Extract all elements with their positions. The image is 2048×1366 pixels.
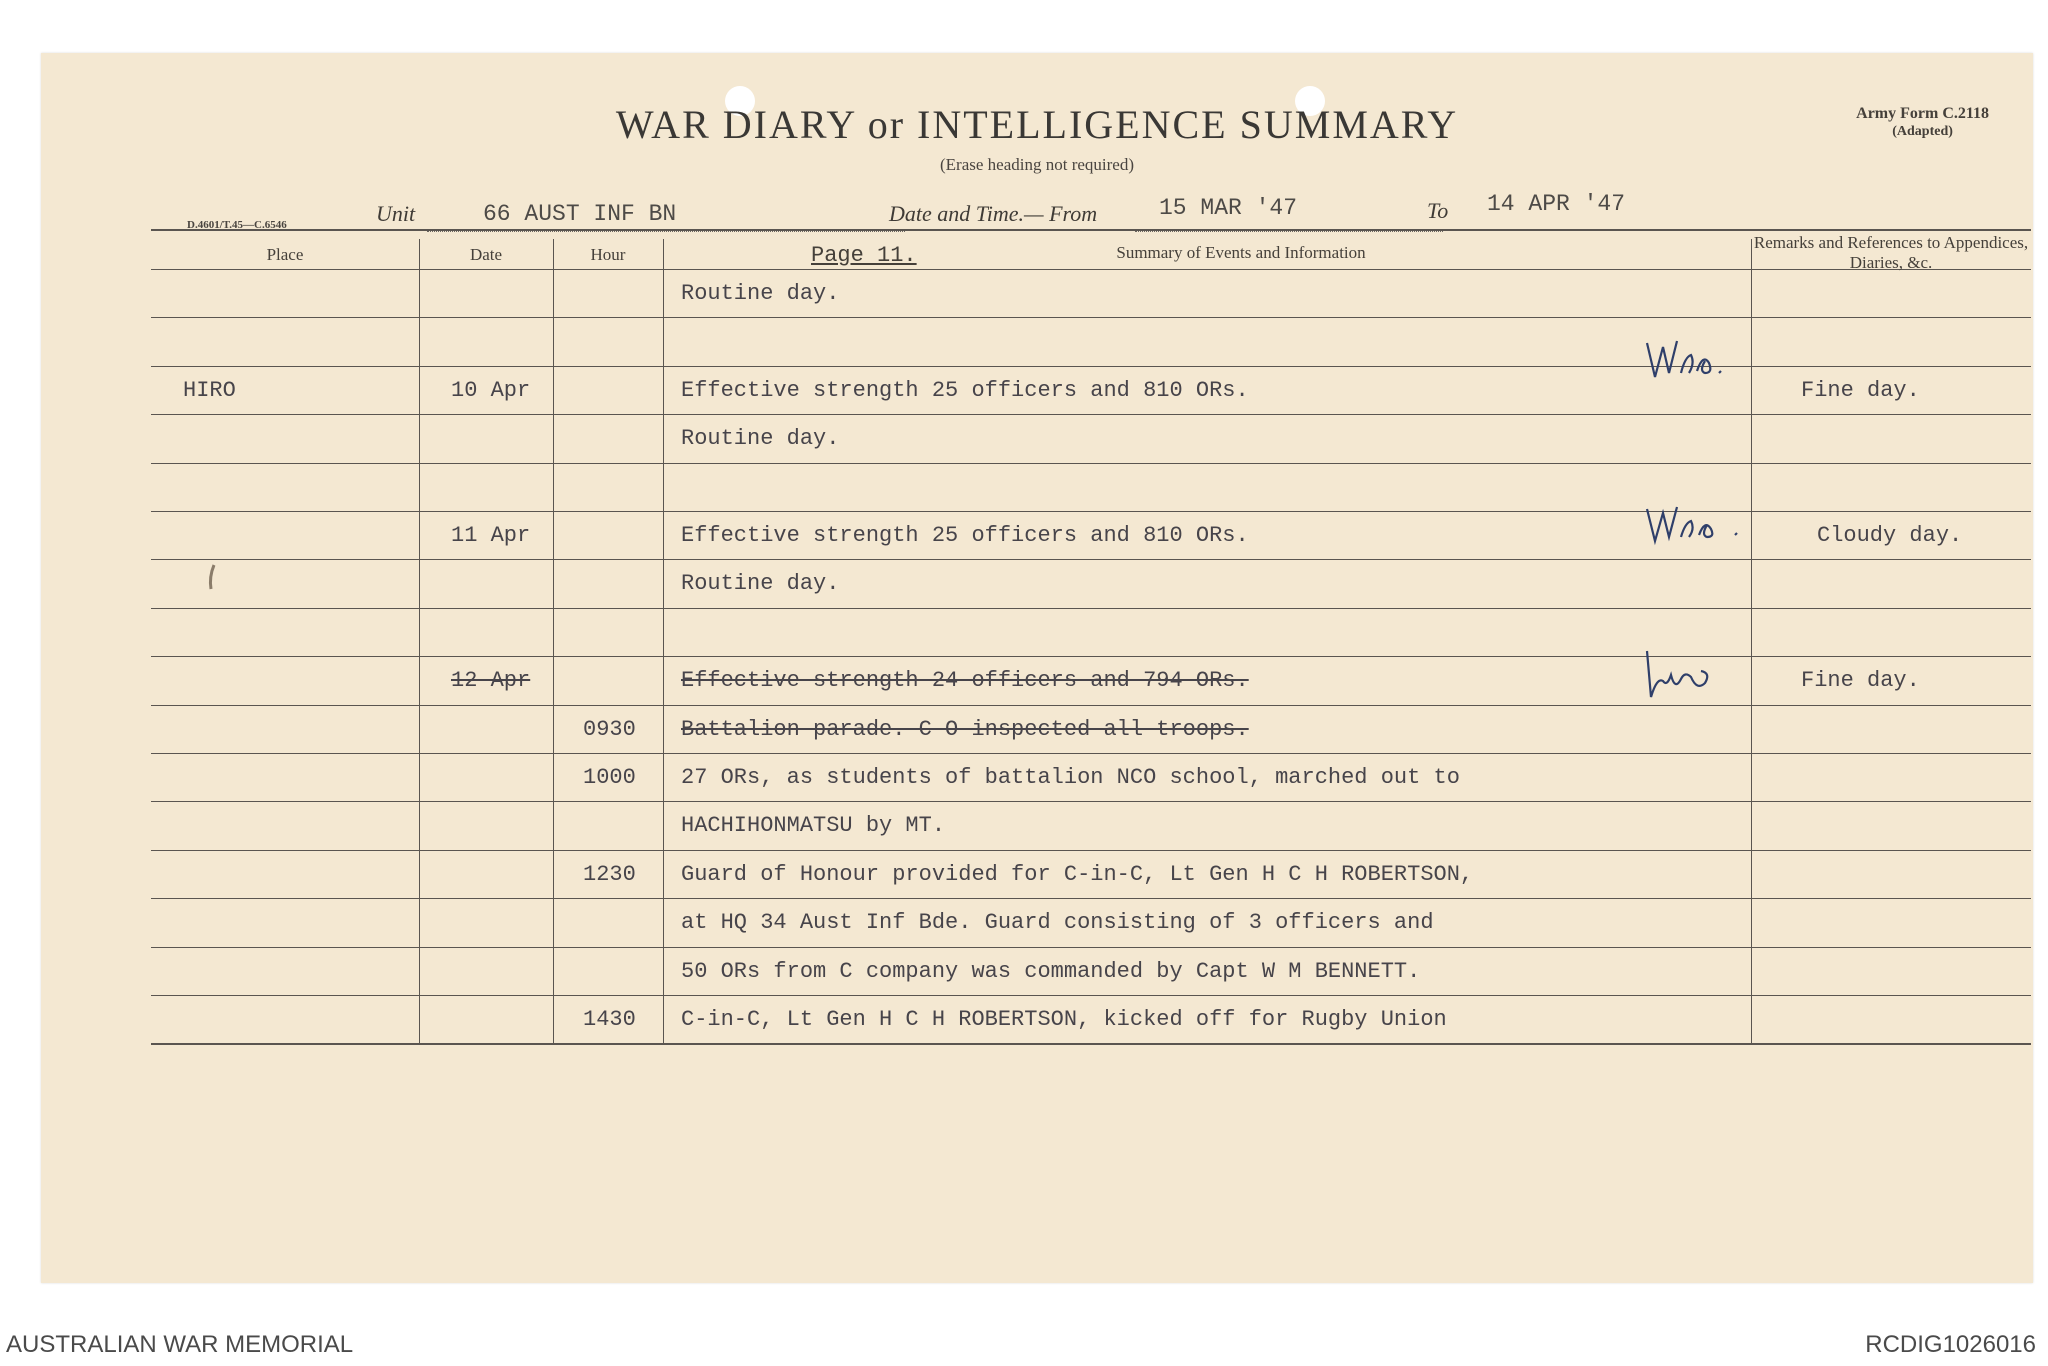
form-number: Army Form C.2118 (1856, 105, 1989, 122)
table-column-rule (553, 239, 554, 1043)
form-adapted: (Adapted) (1892, 124, 1953, 139)
date-cell: 12 Apr (451, 668, 531, 694)
summary-cell: C-in-C, Lt Gen H C H ROBERTSON, kicked off for Rugby Union (681, 1007, 1447, 1032)
place-cell: HIRO (183, 377, 236, 403)
table-row-rule (151, 850, 2031, 851)
table-row-rule (151, 995, 2031, 996)
hour-cell: 1230 (583, 861, 636, 887)
summary-cell: Effective strength 25 officers and 810 ORs. (681, 523, 1249, 548)
table-column-rule (419, 239, 420, 1043)
page-number-label: Page 11. (811, 243, 917, 268)
hour-cell: 0930 (583, 716, 636, 742)
table-row-rule (151, 705, 2031, 706)
date-to-value: 14 APR '47 (1487, 191, 1626, 217)
table-row-rule (151, 317, 2031, 318)
remarks-cell: Fine day. (1801, 668, 1920, 694)
remarks-cell: Cloudy day. (1817, 523, 1963, 548)
table-column-rule (663, 239, 664, 1043)
date-to-label: To (1427, 198, 1449, 223)
table-row-rule (151, 463, 2031, 464)
summary-cell: Routine day. (681, 281, 840, 306)
table-row-rule (151, 801, 2031, 802)
summary-cell: Routine day. (681, 571, 840, 597)
summary-cell: Effective strength 25 officers and 810 ORs. (681, 377, 1249, 403)
remarks-cell: Fine day. (1801, 377, 1920, 403)
table-row-rule (151, 947, 2031, 948)
date-from-label: Date and Time.— From (889, 201, 1098, 226)
table-row-rule (151, 366, 2031, 367)
signature-initials-1 (1643, 333, 1733, 383)
table-row-rule (151, 608, 2031, 609)
signature-initials-3 (1641, 647, 1721, 707)
table-row-rule (151, 414, 2031, 415)
summary-cell: 27 ORs, as students of battalion NCO school, marched out to (681, 765, 1460, 790)
table-header-rule (151, 269, 2031, 270)
summary-cell: Guard of Honour provided for C-in-C, Lt Gen H C H ROBERTSON, (681, 861, 1474, 887)
form-reference (1856, 105, 1989, 141)
column-header-place: Place (266, 245, 304, 264)
table-row-rule (151, 559, 2031, 560)
summary-cell: Battalion parade. C O inspected all troops. (681, 716, 1249, 742)
table-row-rule (151, 753, 2031, 754)
footer-archive-name: AUSTRALIAN WAR MEMORIAL (6, 1331, 354, 1358)
table-row-rule (151, 1043, 2031, 1045)
summary-cell: HACHIHONMATSU by MT. (681, 813, 946, 839)
column-header-date: Date (469, 245, 503, 264)
column-header-remarks: Remarks and References to Appendices, Diaries, &c. (1753, 233, 2029, 272)
summary-cell: 50 ORs from C company was commanded by Capt W M BENNETT. (681, 958, 1421, 984)
date-from-value: 15 MAR '47 (1159, 195, 1298, 221)
unit-label: Unit (376, 201, 416, 226)
unit-value: 66 AUST INF BN (483, 201, 677, 227)
table-row-rule (151, 898, 2031, 899)
hour-cell: 1430 (583, 1007, 636, 1032)
print-code: D.4601/T.45—C.6546 (187, 219, 287, 231)
footer-record-id: RCDIG1026016 (1865, 1331, 2036, 1358)
hour-cell: 1000 (583, 765, 636, 790)
document-title: WAR DIARY or INTELLIGENCE SUMMARY (615, 102, 1459, 147)
table-top-rule (151, 229, 2031, 231)
column-header-hour: Hour (590, 245, 626, 264)
table-column-rule (1751, 239, 1752, 1043)
column-header-summary: Summary of Events and Information (1116, 243, 1366, 262)
pencil-mark (205, 563, 219, 593)
signature-initials-2 (1643, 501, 1753, 547)
document-subtitle: (Erase heading not required) (940, 155, 1134, 174)
summary-cell: Routine day. (681, 426, 840, 452)
summary-cell: Effective strength 24 officers and 794 ORs. (681, 668, 1249, 694)
date-cell: 11 Apr (451, 523, 531, 548)
table-row-rule (151, 656, 2031, 657)
date-cell: 10 Apr (451, 377, 531, 403)
diary-sheet (41, 53, 2033, 1283)
summary-cell: at HQ 34 Aust Inf Bde. Guard consisting of 3 officers and (681, 910, 1434, 936)
